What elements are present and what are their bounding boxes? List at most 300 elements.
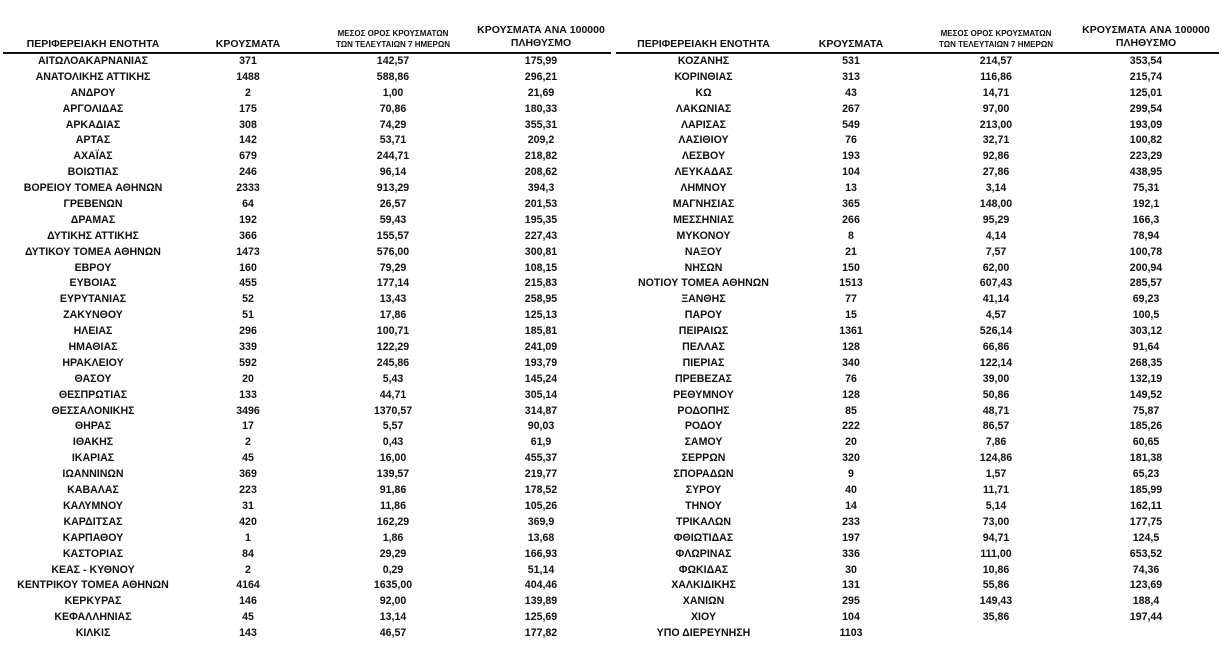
cell-avg: 213,00 [979, 118, 1013, 131]
cell-avg: 92,00 [379, 595, 407, 608]
cell-avg: 4,14 [985, 229, 1007, 242]
cell-region: ΘΕΣΠΡΩΤΙΑΣ [58, 388, 128, 401]
cell-cases: 223 [239, 484, 257, 497]
cell-per: 145,24 [524, 372, 558, 385]
table-row [616, 499, 1219, 515]
table-row [616, 626, 1219, 642]
cell-avg: 74,29 [379, 118, 407, 131]
table-row [616, 213, 1219, 229]
cell-cases: 266 [842, 213, 860, 226]
cell-avg: 53,71 [379, 134, 407, 147]
cell-per: 162,11 [1130, 499, 1162, 512]
header-row [616, 0, 1219, 52]
cell-cases: 175 [239, 102, 257, 115]
cell-region: ΕΒΡΟΥ [74, 261, 112, 274]
header-avg [318, 28, 468, 50]
cell-avg: 1,57 [985, 468, 1007, 481]
cell-cases: 85 [845, 404, 857, 417]
cell-per: 193,79 [524, 356, 558, 369]
cell-avg: 122,29 [376, 341, 410, 354]
cell-region: ΧΑΝΙΩΝ [682, 595, 725, 608]
cell-avg: 155,57 [376, 229, 410, 242]
cell-region: ΚΕΡΚΥΡΑΣ [64, 595, 122, 608]
cell-per: 188,4 [1132, 595, 1160, 608]
cell-per: 100,5 [1132, 309, 1160, 322]
cell-region: ΚΙΛΚΙΣ [75, 627, 111, 640]
cell-per: 132,19 [1129, 372, 1163, 385]
cell-avg: 124,86 [979, 452, 1013, 465]
cell-per: 61,9 [530, 436, 552, 449]
cell-region: ΣΕΡΡΩΝ [681, 452, 726, 465]
cell-per: 299,54 [1129, 102, 1163, 115]
cell-cases: 320 [842, 452, 860, 465]
cell-region: ΠΕΛΛΑΣ [682, 341, 725, 354]
cell-per: 305,14 [524, 388, 558, 401]
header-per [1076, 24, 1216, 50]
cell-cases: 77 [845, 293, 857, 306]
cell-cases: 21 [845, 245, 857, 258]
header-cases: ΚΡΟΥΣΜΑΤΑ [215, 38, 281, 50]
cell-per: 125,13 [524, 309, 558, 322]
cell-region: ΥΠΟ ΔΙΕΡΕΥΝΗΣΗ [656, 627, 751, 640]
cell-avg: 142,57 [376, 55, 410, 67]
table-row [616, 181, 1219, 197]
cell-avg: 111,00 [980, 547, 1012, 560]
cell-avg: 149,43 [979, 595, 1013, 608]
cell-avg: 11,71 [983, 484, 1009, 497]
cell-region: ΣΠΟΡΑΔΩΝ [673, 468, 734, 481]
cell-region: ΤΡΙΚΑΛΩΝ [676, 515, 731, 528]
cell-cases: 150 [842, 261, 860, 274]
table-row [616, 133, 1219, 149]
cell-per: 300,81 [524, 245, 558, 258]
table-row [3, 197, 611, 213]
cell-avg: 1,00 [382, 86, 404, 99]
cell-region: ΑΡΚΑΔΙΑΣ [65, 118, 121, 131]
cell-cases: 76 [845, 134, 857, 147]
cell-per: 223,29 [1129, 150, 1163, 163]
cell-avg: 5,57 [382, 420, 404, 433]
cell-cases: 679 [239, 150, 257, 163]
cell-avg: 607,43 [979, 277, 1013, 290]
cell-cases: 296 [239, 325, 257, 338]
cell-avg: 5,43 [382, 372, 404, 385]
cell-cases: 365 [842, 198, 860, 211]
header-avg-line2: ΤΩΝ ΤΕΛΕΥΤΑΙΩΝ 7 ΗΜΕΡΩΝ [335, 40, 451, 49]
cell-cases: 197 [842, 531, 860, 544]
table-row [616, 229, 1219, 245]
cell-cases: 30 [845, 563, 857, 576]
cell-cases: 336 [842, 547, 860, 560]
cell-avg: 11,86 [380, 499, 406, 512]
cell-avg: 26,57 [379, 198, 407, 211]
table-row [3, 133, 611, 149]
table-row [3, 499, 611, 515]
cell-cases: 64 [242, 198, 254, 211]
cell-avg: 7,86 [985, 436, 1007, 449]
cell-region: ΠΑΡΟΥ [684, 309, 723, 322]
cell-per: 394,3 [527, 182, 555, 195]
cell-avg: 66,86 [982, 341, 1010, 354]
table-row [616, 451, 1219, 467]
cell-per: 100,82 [1129, 134, 1163, 147]
cell-avg: 148,00 [979, 198, 1013, 211]
cell-cases: 76 [845, 372, 857, 385]
cell-cases: 366 [239, 229, 257, 242]
cell-avg: 29,29 [379, 547, 407, 560]
table-row [3, 308, 611, 324]
table-row [616, 419, 1219, 435]
rows-left [3, 54, 611, 642]
cell-avg: 55,86 [982, 579, 1010, 592]
cell-region: ΘΗΡΑΣ [74, 420, 112, 433]
table-row [3, 451, 611, 467]
cell-per: 438,95 [1129, 166, 1163, 179]
cell-avg: 14,71 [982, 86, 1010, 99]
cell-per: 353,54 [1129, 55, 1163, 67]
cell-cases: 1361 [839, 325, 863, 338]
table-row [3, 86, 611, 102]
cell-region: ΝΟΤΙΟΥ ΤΟΜΕΑ ΑΘΗΝΩΝ [638, 277, 769, 290]
table-row [3, 292, 611, 308]
cell-region: ΒΟΡΕΙΟΥ ΤΟΜΕΑ ΑΘΗΝΩΝ [23, 182, 163, 195]
cell-region: ΓΡΕΒΕΝΩΝ [63, 198, 123, 211]
cell-region: ΔΡΑΜΑΣ [70, 213, 116, 226]
table-row [3, 404, 611, 420]
cell-per: 200,94 [1129, 261, 1163, 274]
header-avg-line1: ΜΕΣΟΣ ΟΡΟΣ ΚΡΟΥΣΜΑΤΩΝ [337, 29, 449, 38]
cell-cases: 531 [842, 55, 860, 67]
cell-cases: 131 [842, 579, 860, 592]
table-row [616, 292, 1219, 308]
cell-region: ΣΥΡΟΥ [685, 484, 722, 497]
table-row [3, 594, 611, 610]
cell-per: 69,23 [1132, 293, 1160, 306]
table-row [616, 372, 1219, 388]
cell-per: 219,77 [524, 468, 558, 481]
cell-per: 178,52 [524, 484, 558, 497]
cell-region: ΡΟΔΟΠΗΣ [677, 404, 730, 417]
cell-avg: 17,86 [379, 309, 407, 322]
table-row [616, 388, 1219, 404]
cell-cases: 14 [845, 499, 857, 512]
table-row [616, 118, 1219, 134]
cell-per: 192,1 [1132, 198, 1160, 211]
cell-per: 215,74 [1129, 70, 1163, 83]
cell-region: ΙΘΑΚΗΣ [72, 436, 114, 449]
cell-per: 296,21 [524, 70, 558, 83]
cell-cases: 128 [842, 388, 860, 401]
cell-cases: 2 [245, 86, 251, 99]
cell-cases: 295 [842, 595, 860, 608]
cell-region: ΦΘΙΩΤΙΔΑΣ [673, 531, 734, 544]
cell-per: 177,75 [1129, 515, 1163, 528]
header-row [3, 0, 611, 52]
cell-region: ΑΝΔΡΟΥ [70, 86, 116, 99]
cell-avg: 4,57 [985, 309, 1007, 322]
cell-cases: 1103 [839, 627, 863, 640]
cell-per: 258,95 [524, 293, 558, 306]
cell-per: 241,09 [524, 341, 558, 354]
cell-avg: 46,57 [379, 627, 407, 640]
cell-avg: 44,71 [379, 388, 407, 401]
cell-region: ΛΕΥΚΑΔΑΣ [674, 166, 733, 179]
cell-region: ΧΑΛΚΙΔΙΚΗΣ [671, 579, 736, 592]
cell-avg: 96,14 [379, 166, 407, 179]
table-row [3, 435, 611, 451]
cell-avg: 41,14 [982, 293, 1010, 306]
table-row [616, 165, 1219, 181]
cell-region: ΛΑΡΙΣΑΣ [680, 118, 727, 131]
cell-region: ΛΕΣΒΟΥ [681, 150, 726, 163]
cell-avg: 16,00 [379, 452, 407, 465]
cell-per: 653,52 [1129, 547, 1163, 560]
cell-cases: 1 [245, 531, 251, 544]
cell-per: 90,03 [527, 420, 555, 433]
table-row [3, 149, 611, 165]
table-row [3, 165, 611, 181]
header-per-line2: ΠΛΗΘΥΣΜΟ [510, 37, 572, 49]
cell-region: ΝΗΣΩΝ [684, 261, 723, 274]
cell-cases: 549 [842, 118, 860, 131]
cell-cases: 246 [239, 166, 257, 179]
cell-cases: 43 [845, 86, 857, 99]
table-row [3, 340, 611, 356]
table-row [3, 419, 611, 435]
cell-region: ΧΙΟΥ [690, 611, 717, 624]
cell-avg: 116,86 [980, 70, 1012, 83]
cell-region: ΜΥΚΟΝΟΥ [676, 229, 731, 242]
table-row [3, 229, 611, 245]
table-row [3, 610, 611, 626]
table-row [3, 276, 611, 292]
table-row [3, 467, 611, 483]
cell-cases: 45 [242, 452, 254, 465]
cell-per: 180,33 [524, 102, 558, 115]
cell-per: 218,82 [524, 150, 558, 163]
cell-cases: 313 [842, 70, 860, 83]
table-row [3, 531, 611, 547]
cell-region: ΔΥΤΙΚΗΣ ΑΤΤΙΚΗΣ [47, 229, 139, 242]
table-row [3, 515, 611, 531]
header-per-line2: ΠΛΗΘΥΣΜΟ [1115, 37, 1177, 49]
table-row [3, 70, 611, 86]
table-row [616, 467, 1219, 483]
cell-avg: 13,14 [379, 611, 407, 624]
cell-cases: 592 [239, 356, 257, 369]
table-row [616, 483, 1219, 499]
cell-cases: 339 [239, 341, 257, 354]
cell-cases: 9 [848, 468, 854, 481]
cell-avg: 59,43 [379, 213, 407, 226]
cell-cases: 17 [242, 420, 254, 433]
cell-cases: 1513 [839, 277, 863, 290]
cell-avg: 588,86 [376, 70, 410, 83]
cell-per: 123,69 [1129, 579, 1163, 592]
cell-per: 139,89 [524, 595, 558, 608]
table-row [616, 578, 1219, 594]
table-row [616, 245, 1219, 261]
cell-cases: 420 [239, 515, 257, 528]
table-row [3, 483, 611, 499]
cell-cases: 2 [245, 563, 251, 576]
cell-avg: 39,00 [982, 372, 1010, 385]
cell-per: 227,43 [524, 229, 558, 242]
header-per [471, 24, 611, 50]
cell-region: ΑΡΤΑΣ [75, 134, 111, 147]
cell-per: 177,82 [524, 627, 558, 640]
table-row [616, 102, 1219, 118]
cell-avg: 0,43 [382, 436, 404, 449]
table-row [616, 435, 1219, 451]
table-row [616, 308, 1219, 324]
table-row [616, 515, 1219, 531]
cell-cases: 1488 [236, 70, 260, 83]
cell-per: 21,69 [527, 86, 555, 99]
cell-region: ΠΙΕΡΙΑΣ [682, 356, 725, 369]
cell-cases: 20 [242, 372, 254, 385]
cell-region: ΙΚΑΡΙΑΣ [71, 452, 115, 465]
table-row [616, 610, 1219, 626]
cell-per: 166,3 [1132, 213, 1160, 226]
cell-region: ΛΑΣΙΘΙΟΥ [678, 134, 729, 147]
cell-avg: 62,00 [982, 261, 1010, 274]
cell-per: 209,2 [527, 134, 555, 147]
cell-avg: 48,71 [982, 404, 1010, 417]
cell-region: ΕΥΒΟΙΑΣ [69, 277, 117, 290]
cell-avg: 73,00 [982, 515, 1010, 528]
cell-region: ΜΕΣΣΗΝΙΑΣ [673, 213, 734, 226]
table-row [616, 356, 1219, 372]
cell-region: ΗΡΑΚΛΕΙΟΥ [62, 356, 124, 369]
cell-region: ΒΟΙΩΤΙΑΣ [67, 166, 119, 179]
cell-avg: 244,71 [376, 150, 410, 163]
cell-cases: 84 [242, 547, 254, 560]
header-avg [921, 28, 1071, 50]
cell-region: ΘΕΣΣΑΛΟΝΙΚΗΣ [51, 404, 135, 417]
table-row [616, 54, 1219, 70]
table-row [3, 626, 611, 642]
table-row [616, 340, 1219, 356]
cell-avg: 13,43 [379, 293, 407, 306]
cell-cases: 146 [239, 595, 257, 608]
cell-cases: 371 [239, 55, 257, 67]
cell-region: ΑΡΓΟΛΙΔΑΣ [62, 102, 124, 115]
table-row [3, 261, 611, 277]
header-region: ΠΕΡΙΦΕΡΕΙΑΚΗ ΕΝΟΤΗΤΑ [26, 38, 160, 50]
cell-per: 285,57 [1129, 277, 1163, 290]
table-row [3, 118, 611, 134]
cell-avg: 97,00 [982, 102, 1010, 115]
cell-region: ΗΛΕΙΑΣ [73, 325, 113, 338]
cell-region: ΜΑΓΝΗΣΙΑΣ [672, 198, 735, 211]
cell-avg: 94,71 [982, 531, 1010, 544]
cell-per: 75,31 [1132, 182, 1160, 195]
cell-region: ΙΩΑΝΝΙΝΩΝ [62, 468, 124, 481]
cell-region: ΤΗΝΟΥ [685, 499, 722, 512]
table-row [3, 356, 611, 372]
cell-per: 124,5 [1132, 531, 1160, 544]
rows-right [616, 54, 1219, 642]
cell-cases: 2333 [236, 182, 260, 195]
cell-avg: 1635,00 [373, 579, 413, 592]
cell-avg: 162,29 [376, 515, 410, 528]
table-row [3, 388, 611, 404]
cell-avg: 27,86 [982, 166, 1010, 179]
cell-cases: 142 [239, 134, 257, 147]
cell-avg: 92,86 [982, 150, 1010, 163]
cell-region: ΚΑΣΤΟΡΙΑΣ [62, 547, 124, 560]
cell-per: 404,46 [524, 579, 558, 592]
cell-cases: 133 [239, 388, 257, 401]
cell-per: 185,81 [524, 325, 558, 338]
cell-avg: 3,14 [985, 182, 1007, 195]
table-row [3, 102, 611, 118]
cell-per: 181,38 [1129, 452, 1163, 465]
cell-region: ΚΑΡΠΑΘΟΥ [62, 531, 124, 544]
cell-avg: 32,71 [982, 134, 1010, 147]
cell-avg: 1,86 [382, 531, 404, 544]
cell-region: ΚΟΖΑΝΗΣ [677, 55, 730, 67]
cell-cases: 369 [239, 468, 257, 481]
cell-cases: 52 [242, 293, 254, 306]
cell-region: ΖΑΚΥΝΘΟΥ [63, 309, 123, 322]
cell-cases: 160 [239, 261, 257, 274]
table-row [3, 54, 611, 70]
cell-per: 175,99 [524, 55, 558, 67]
cell-per: 65,23 [1132, 468, 1160, 481]
cell-per: 108,15 [524, 261, 558, 274]
cell-cases: 267 [842, 102, 860, 115]
cell-avg: 10,86 [982, 563, 1010, 576]
cell-cases: 31 [242, 499, 254, 512]
table-row [3, 547, 611, 563]
table-right [616, 0, 1219, 642]
cell-region: ΕΥΡΥΤΑΝΙΑΣ [59, 293, 127, 306]
cell-per: 185,99 [1129, 484, 1163, 497]
cell-avg: 79,29 [379, 261, 407, 274]
cell-avg: 70,86 [379, 102, 407, 115]
table-row [3, 372, 611, 388]
cell-avg: 139,57 [376, 468, 410, 481]
table-row [616, 276, 1219, 292]
cell-region: ΠΡΕΒΕΖΑΣ [675, 372, 732, 385]
table-row [616, 404, 1219, 420]
cell-cases: 45 [242, 611, 254, 624]
cell-cases: 1473 [236, 245, 260, 258]
cell-cases: 233 [842, 515, 860, 528]
cell-region: ΠΕΙΡΑΙΩΣ [678, 325, 729, 338]
cell-region: ΚΩ [695, 86, 712, 99]
table-row [3, 563, 611, 579]
header-per-line1: ΚΡΟΥΣΜΑΤΑ ΑΝΑ 100000 [1082, 24, 1210, 36]
table-row [616, 70, 1219, 86]
cell-cases: 4164 [236, 579, 260, 592]
table-row [3, 324, 611, 340]
cell-per: 125,01 [1129, 86, 1163, 99]
cell-per: 355,31 [524, 118, 558, 131]
cell-avg: 245,86 [376, 356, 410, 369]
cell-region: ΚΕΦΑΛΛΗΝΙΑΣ [54, 611, 132, 624]
cell-cases: 455 [239, 277, 257, 290]
cell-region: ΑΙΤΩΛΟΑΚΑΡΝΑΝΙΑΣ [37, 55, 149, 67]
table-row [616, 86, 1219, 102]
table-row [616, 149, 1219, 165]
table-row [616, 324, 1219, 340]
cell-per: 149,52 [1129, 388, 1163, 401]
cell-region: ΡΟΔΟΥ [684, 420, 723, 433]
cell-per: 314,87 [524, 404, 558, 417]
